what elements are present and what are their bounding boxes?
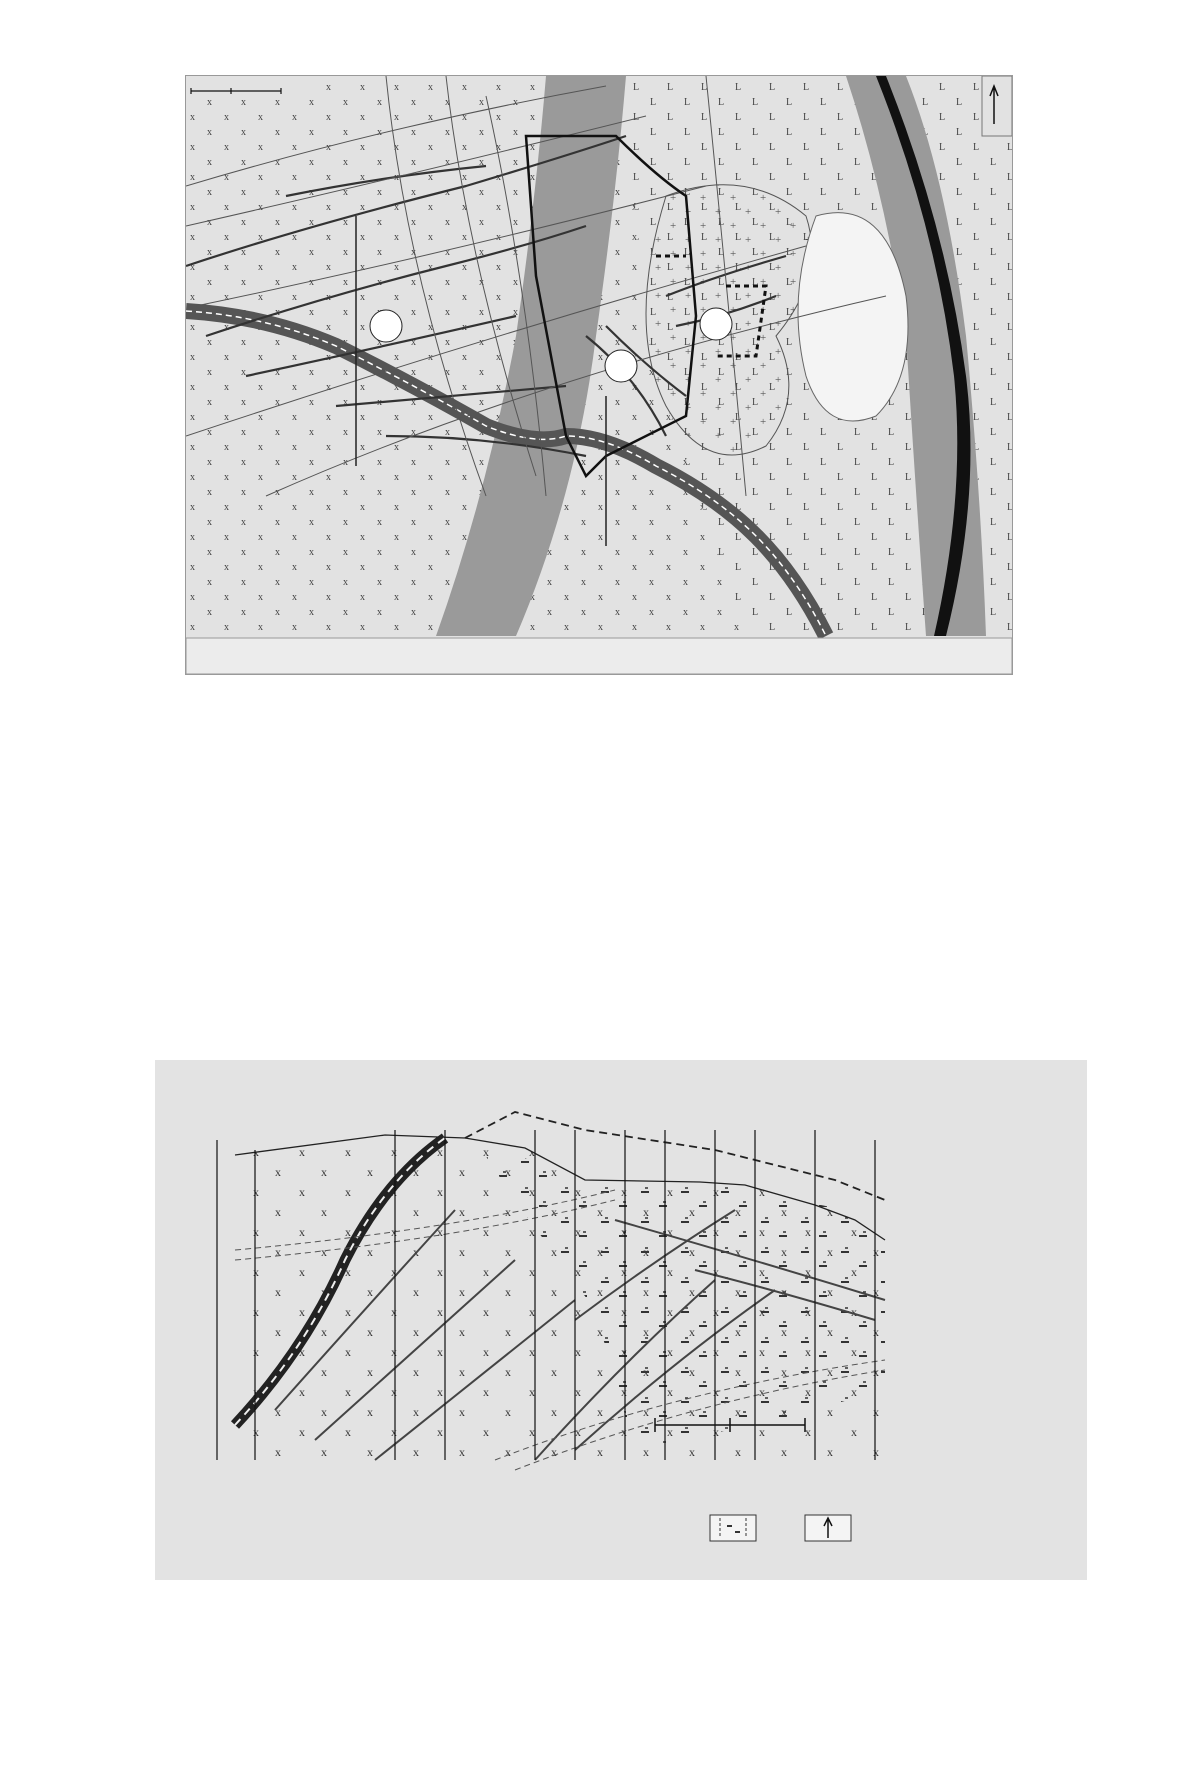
deposit-ii-marker	[605, 350, 637, 382]
legend-5-symbol	[710, 1515, 756, 1541]
map-svg	[186, 76, 1012, 674]
figure-4-geological-section	[155, 1060, 1087, 1580]
section-svg	[155, 1060, 1087, 1580]
deposit-iii-marker	[370, 310, 402, 342]
figure-3-geological-map	[185, 75, 1013, 675]
deposit-i-marker	[700, 308, 732, 340]
map-legend	[186, 638, 1012, 674]
